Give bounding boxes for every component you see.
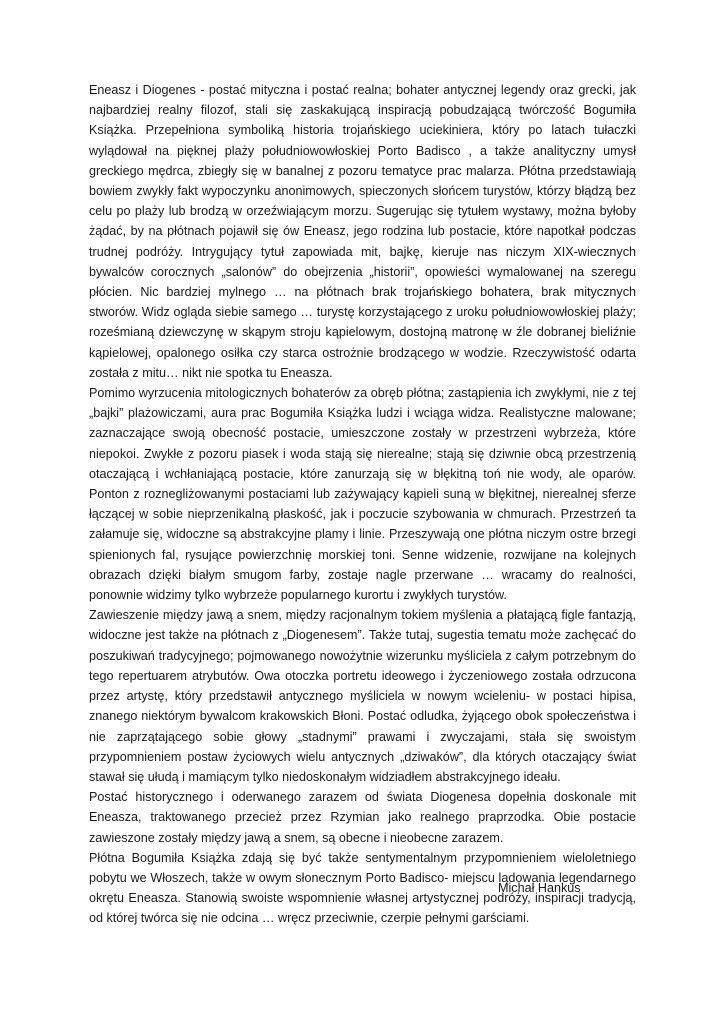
paragraph-italy-memories: Płótna Bogumiła Książka zdają się być także sentymentalnym przypomnieniem wieloletniego pobytu we Włoszech, także w owym słonecznym Porto Badisco- miejscu lądowania legendarnego okrętu Eneasza. Stanowią swoiste wspomnienie własnej artystycznej podróży, inspiracji tradycją, od której twórca się nie odcina … wręcz przeciwnie, czerpie pełnymi garściami.	[89, 850, 636, 926]
paragraph-mythological-heroes: Pomimo wyrzucenia mitologicznych bohaterów za obręb płótna; zastąpienia ich zwykłymi, nie z tej „bajki” plażowiczami, aura prac Bogumiła Książka ludzi i wciąga widza. Realistyczne malowane; zaznaczające swoją obecność postacie, umieszczone zostały w przestrzeni wybrzeża, które niepokoi. Zwykłe z pozoru piasek i woda stają się nierealne; stają się dziwnie obcą przestrzenią otaczającą i wchłaniającą postacie, które zanurzają się w błękitną toń nie wody, ale oparów. Ponton z roznegliżowanymi postaciami lub zażywający kąpieli suną w błękitnej, nierealnej sferze łączącej w sobie nieprzenikalną płaskość, jak i poczucie szybowania w chmurach. Przestrzeń ta załamuje się, widoczne są abstrakcyjne plamy i linie. Przeszywają one płótna niczym ostre brzegi spienionych fal, rysujące powierzchnię morskiej toni. Senne widzenie, rozwijane na kolejnych obrazach dzięki białym smugom farby, zostaje nagle przerwane … wracamy do realności, ponownie widzimy tylko wybrzeże popularnego kurortu i zwykłych turystów.	[89, 386, 636, 603]
author-signature: Michał Hankus	[498, 881, 581, 895]
paragraph-historical-figure: Postać historycznego i oderwanego zarazem od świata Diogenesa dopełnia doskonale mit Eneasza, traktowanego przecież przez Rzymian jako realnego praprzodka. Obie postacie zawieszone zostały między jawą a snem, są obecne i nieobecne zarazem.	[89, 790, 636, 845]
body-text	[89, 80, 636, 929]
paragraph-diogenes: Zawieszenie między jawą a snem, między racjonalnym tokiem myślenia a płatającą figle fantazją, widoczne jest także na płótnach z „Diogenesem”. Także tutaj, sugestia tematu może zachęcać do poszukiwań tradycyjnego; pojmowanego nowożytnie wizerunku myśliciela z całym potrzebnym do tego repertuarem atrybutów. Owa otoczka portretu ideowego i życzeniowego została odrzucona przez artystę, który przedstawił antycznego myśliciela w nowym wcieleniu- w postaci hipisa, znanego niektórym bywalcom krakowskich Błoni. Postać odludka, żyjącego obok społeczeństwa i nie zaprzątającego sobie głowy „stadnymi” prawami i zwyczajami, stała się swoistym przypomnieniem postaw życiowych wielu antycznych „dziwaków”, dla których otaczający świat stawał się ułudą i mamiącym tylko niedoskonałym widziadłem abstrakcyjnego ideału.	[89, 608, 636, 784]
paragraph-eneasz-intro: Eneasz i Diogenes - postać mityczna i postać realna; bohater antycznej legendy oraz grecki, jak najbardziej realny filozof, stali się zaskakującą inspiracją pobudzającą twórczość Bogumiła Książka. Przepełniona symboliką historia trojańskiego uciekiniera, który po latach tułaczki wylądował na pięknej plaży południowowłoskiej Porto Badisco , a także analityczny umysł greckiego mędrca, zbiegły się w banalnej z pozoru tematyce prac malarza. Płótna przedstawiają bowiem zwykły fakt wypoczynku anonimowych, spieczonych słońcem turystów, którzy błądzą bez celu po plaży lub brodzą w orzeźwiającym morzu. Sugerując się tytułem wystawy, można byłoby żądać, by na płótnach pojawił się ów Eneasz, jego rodzina lub postacie, które napotkał podczas trudnej podróży. Intrygujący tytuł zapowiada mit, bajkę, kieruje nas niczym XIX-wiecznych bywalców corocznych „salonów” do obejrzenia „historii”, opowieści wymalowanej na szeregu płócien. Nic bardziej mylnego … na płótnach brak trojańskiego bohatera, brak mitycznych stworów. Widz ogląda siebie samego … turystę korzystającego z uroku południowowłoskiej plaży; roześmianą dziewczynę w skąpym stroju kąpielowym, dostojną matronę w źle dobranej bieliźnie kąpielowej, opalonego osiłka czy starca ostrożnie brodzącego w wodzie. Rzeczywistość odarta została z mitu… nikt nie spotka tu Eneasza.	[89, 83, 636, 380]
